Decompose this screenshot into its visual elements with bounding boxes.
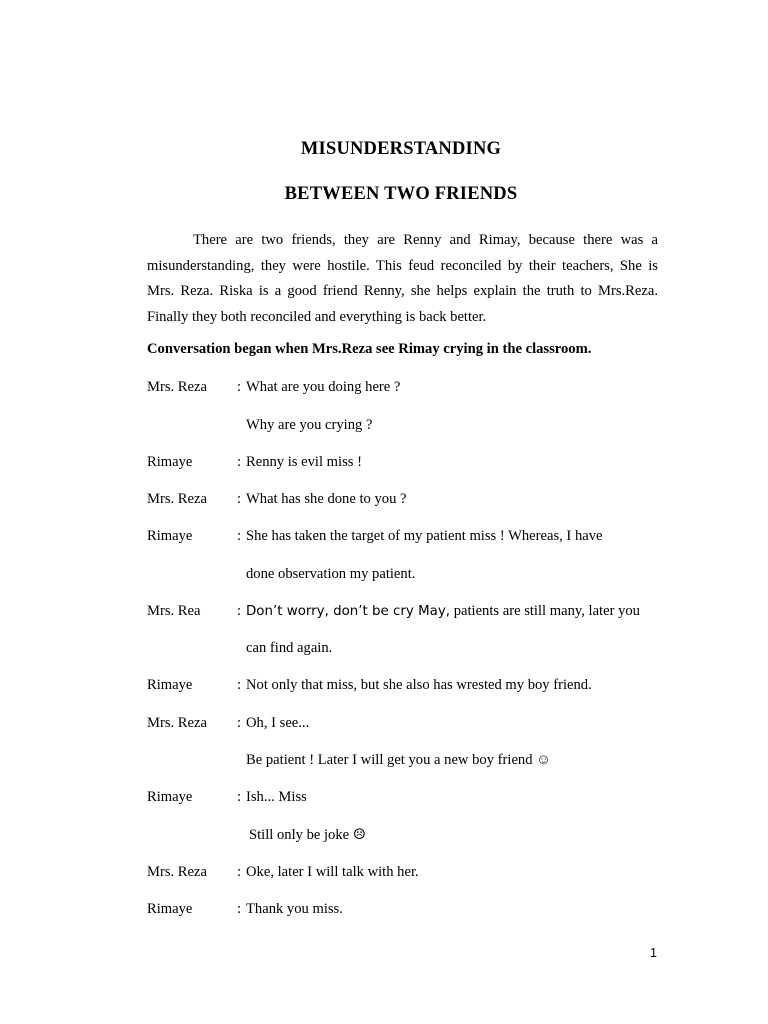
- speaker-name: Rimaye: [147, 454, 193, 470]
- dialogue-continuation: done observation my patient.: [246, 566, 416, 582]
- page-number: 1: [650, 946, 657, 960]
- speaker-colon: :: [237, 491, 242, 507]
- dialogue-text: What are you doing here ?: [246, 379, 401, 395]
- speaker-colon: :: [237, 528, 242, 544]
- speaker-colon: :: [237, 379, 242, 395]
- conversation-heading: Conversation began when Mrs.Reza see Rimay crying in the classroom.: [147, 341, 592, 357]
- speaker-name: Mrs. Reza: [147, 715, 207, 731]
- speaker-name: Rimaye: [147, 789, 193, 805]
- document-title-line-2: BETWEEN TWO FRIENDS: [284, 184, 518, 204]
- dialogue-text: Thank you miss.: [246, 901, 343, 917]
- dialogue-text-serif-part: patients are still many, later you: [450, 603, 640, 619]
- dialogue-continuation: Why are you crying ?: [246, 417, 373, 433]
- speaker-colon: :: [237, 715, 242, 731]
- speaker-name: Rimaye: [147, 528, 193, 544]
- speaker-colon: :: [237, 603, 242, 619]
- dialogue-text: She has taken the target of my patient miss ! Whereas, I have: [246, 528, 603, 544]
- dialogue-text: [246, 603, 640, 620]
- dialogue-text: Renny is evil miss !: [246, 454, 362, 470]
- speaker-name: Rimaye: [147, 677, 193, 693]
- dialogue-continuation: Be patient ! Later I will get you a new boy friend ☺: [246, 752, 552, 768]
- dialogue-text-sans-part: Don’t worry, don’t be cry May,: [246, 604, 451, 619]
- speaker-name: Rimaye: [147, 901, 193, 917]
- speaker-name: Mrs. Reza: [147, 379, 207, 395]
- dialogue-text: Oke, later I will talk with her.: [246, 864, 419, 880]
- dialogue-text: What has she done to you ?: [246, 491, 407, 507]
- speaker-name: Mrs. Reza: [147, 491, 207, 507]
- dialogue-continuation: Still only be joke ☹: [249, 827, 366, 843]
- intro-paragraph: There are two friends, they are Renny and Rimay, because there was a misunderstanding, they were hostile. This feud reconciled by their teachers, She is Mrs. Reza. Riska is a good friend Renny, she helps explain the truth to Mrs.Reza. Finally they both reconciled and everything is back better.: [147, 232, 658, 325]
- speaker-colon: :: [237, 901, 242, 917]
- dialogue-text: Ish... Miss: [246, 789, 307, 805]
- dialogue-text: Oh, I see...: [246, 715, 310, 731]
- speaker-colon: :: [237, 864, 242, 880]
- speaker-colon: :: [237, 454, 242, 470]
- speaker-name: Mrs. Reza: [147, 864, 207, 880]
- speaker-name: Mrs. Rea: [147, 603, 201, 619]
- speaker-colon: :: [237, 677, 242, 693]
- document-title-line-1: MISUNDERSTANDING: [300, 139, 502, 159]
- dialogue-text: Not only that miss, but she also has wrested my boy friend.: [246, 677, 592, 693]
- dialogue-continuation: can find again.: [246, 640, 333, 656]
- speaker-colon: :: [237, 789, 242, 805]
